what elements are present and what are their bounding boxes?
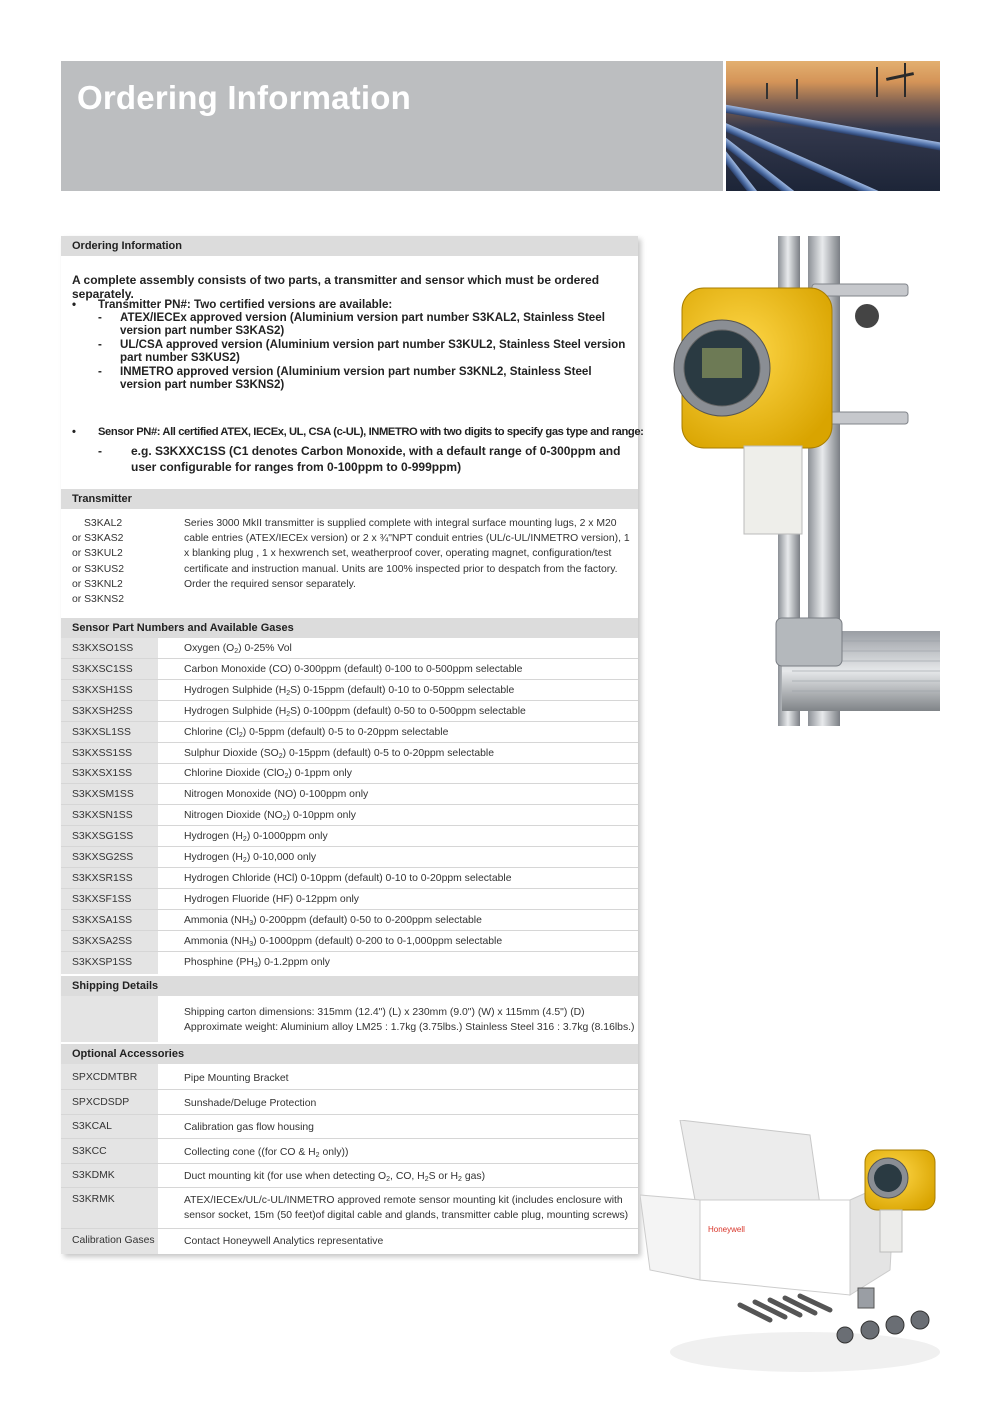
transmitter-part: or S3KNL2 (72, 578, 123, 590)
accessory-row: SPXCDMTBR Pipe Mounting Bracket (61, 1064, 638, 1090)
ordering-panel (61, 236, 644, 1254)
sensor-code: S3KXSH2SS (72, 705, 133, 717)
sensor-row (61, 722, 638, 743)
accessory-row: S3KCAL Calibration gas flow housing (61, 1115, 638, 1139)
sensor-gas-range: Phosphine $(PH_3)$ 0-1.2ppm only (184, 956, 330, 969)
detector-on-pipe-drawing (662, 236, 940, 726)
sensor-code: S3KXSX1SS (72, 768, 133, 780)
sensor-code: S3KXSC1SS (72, 663, 133, 675)
sensor-row (61, 784, 638, 805)
accessory-row: Calibration Gases Contact Honeywell Analytics representative (72, 1235, 384, 1247)
sensor-gas-range: Nitrogen Monoxide (NO) 0-100ppm only (184, 789, 369, 801)
sensor-gas-range: Sulphur Dioxide $(SO_2)$ 0-15ppm (default) 0-5 to 0-20ppm selectable (184, 747, 495, 760)
code-column-shade (61, 996, 158, 1042)
section-header-ordering: Ordering Information (61, 236, 638, 256)
sensor-code: S3KXSH1SS (72, 684, 133, 696)
boxed-kit-photo (640, 1120, 940, 1375)
section-header-transmitter: Transmitter (61, 489, 638, 509)
transmitter-part-list (72, 516, 124, 607)
sensor-row (61, 743, 638, 764)
transmitter-part: or S3KNS2 (72, 594, 124, 606)
sensor-gas-range: Ammonia $(NH_3)$ 0-200ppm (default) 0-50 to 0-200ppm selectable (184, 914, 482, 927)
sensor-gas-range: Hydrogen Chloride (HCl) 0-10ppm (default) 0-10 to 0-20ppm selectable (184, 872, 512, 884)
sensor-gas-range: Hydrogen Sulphide $(H_2S)$ 0-15ppm (default) 0-10 to 0-50ppm selectable (184, 684, 515, 697)
sensor-gas-range: Ammonia $(NH_3)$ 0-1000ppm (default) 0-200 to 0-1,000ppm selectable (184, 935, 503, 948)
sensor-gas-range: Carbon Monoxide (CO) 0-300ppm (default) 0-100 to 0-500ppm selectable (184, 663, 523, 675)
sensor-code: S3KXSG1SS (72, 831, 134, 843)
shipping-weight: Approximate weight: Aluminium alloy LM25 : 1.7kg (3.75lbs.) Stainless Steel 316 : 3.7kg (8.16lbs.) (184, 1022, 635, 1033)
bullet-marker: • (72, 298, 77, 311)
sensor-code: S3KXSS1SS (72, 747, 133, 759)
sensor-row (61, 659, 638, 680)
accessory-row: S3KDMK Duct mounting kit (for use when detecting $O_2$, CO, $H_2S$ or $H_2$ gas) (61, 1164, 638, 1188)
transmitter-part: or S3KAS2 (72, 533, 124, 545)
transmitter-option: - INMETRO approved version (Aluminium version part number S3KNL2, Stainless Steel version part number S3KNS2) (98, 365, 592, 391)
transmitter-option: - ATEX/IECEx approved version (Aluminium version part number S3KAL2, Stainless Steel version part number S3KAS2) (98, 311, 605, 337)
assembly-intro: A complete assembly consists of two parts, a transmitter and sensor which must be ordered separately. (72, 273, 600, 301)
transmitter-description: Series 3000 MkII transmitter is supplied complete with integral surface mounting lugs, 2 x M20 cable entries (ATEX/IECEx version) or 2 x ¾"NPT conduit entries (UL/c-UL/INMETRO version), 1 x blanking plug , 1 x hexwrench set, weatherproof cover, operating magnet, configuration/test certificate and instruction manual. Units are 100% inspected prior to despatch from the factory. Order the required sensor separately. (184, 518, 630, 590)
transmitter-part: S3KAL2 (84, 518, 123, 529)
sensor-code: S3KXSR1SS (72, 872, 133, 884)
honeywell-logo-text: Honeywell (708, 1225, 745, 1234)
sensor-gas-range: Hydrogen Sulphide $(H_2S)$ 0-100ppm (default) 0-50 to 0-500ppm selectable (184, 705, 526, 718)
sensor-gas-range: Hydrogen $(H_2)$ 0-10,000 only (184, 852, 317, 864)
sensor-code: S3KXSA2SS (72, 935, 133, 947)
sensor-gas-range: Chlorine Dioxide (ClO$_2$) 0-1ppm only (184, 768, 352, 781)
sensor-code: S3KXSO1SS (72, 643, 134, 654)
shipping-dimensions: Shipping carton dimensions: 315mm (12.4") (L) x 230mm (9.0") (W) x 115mm (4.5") (D) (184, 1007, 585, 1018)
sensor-gas-range: Oxygen $(O_2)$ 0-25% Vol (184, 643, 292, 655)
sensor-row (61, 763, 638, 784)
transmitter-option: - UL/CSA approved version (Aluminium version part number S3KUL2, Stainless Steel version part number S3KUS2) (98, 338, 626, 364)
sensor-row (61, 826, 638, 847)
sensor-code: S3KXSA1SS (72, 914, 133, 926)
section-header-accessories: Optional Accessories (61, 1044, 638, 1064)
section-header-sensors: Sensor Part Numbers and Available Gases (61, 618, 638, 638)
header-banner (61, 61, 723, 191)
detector-on-pipe-photo (662, 236, 940, 726)
sensor-code: S3KXSP1SS (72, 956, 133, 968)
sensor-row (61, 701, 638, 722)
transmitter-part: or S3KUS2 (72, 563, 124, 575)
sensor-row (61, 910, 638, 931)
sensor-gas-range: Hydrogen Fluoride (HF) 0-12ppm only (184, 893, 359, 905)
sensor-gas-range: Hydrogen $(H_2)$ 0-1000ppm only (184, 831, 328, 844)
sensor-code: S3KXSL1SS (72, 726, 131, 738)
page-title: Ordering Information (77, 79, 411, 116)
sensor-bullet: • Sensor PN#: All certified ATEX, IECEx, UL, CSA (c-UL), INMETRO with two digits to specify gas type and range: (72, 426, 644, 438)
sensor-row (61, 868, 638, 889)
pipeline-photo (726, 61, 940, 191)
section-header-shipping: Shipping Details (61, 976, 638, 996)
accessory-row: S3KRMK ATEX/IECEx/UL/c-UL/INMETRO approved remote sensor mounting kit (includes enclosure with sensor socket, 15m (50 feet)of digital cable and glands, transmitter cable plug, mounting screws) (61, 1188, 638, 1229)
sensor-code: S3KXSM1SS (72, 789, 134, 801)
sensor-row (61, 680, 638, 701)
sensor-row (61, 638, 638, 659)
sensor-code: S3KXSF1SS (72, 893, 132, 905)
sensor-gas-range: Nitrogen Dioxide $(NO_2)$ 0-10ppm only (184, 810, 356, 823)
shipping-details (184, 1005, 636, 1035)
sensor-row (61, 931, 638, 952)
sensor-row (61, 805, 638, 826)
sensor-gas-range: Chlorine $(Cl_2)$ 0-5ppm (default) 0-5 to 0-20ppm selectable (184, 726, 449, 739)
transmitter-bullet: • Transmitter PN#: Two certified versions are available: (72, 298, 393, 311)
sensor-row (61, 847, 638, 868)
sensor-example: - e.g. S3KXXC1SS (C1 denotes Carbon Monoxide, with a default range of 0-300ppm and user configurable for ranges from 0-100ppm to 0-999ppm) (98, 444, 621, 474)
sensor-code: S3KXSG2SS (72, 852, 134, 863)
accessory-row: SPXCDSDP Sunshade/Deluge Protection (61, 1090, 638, 1115)
sensor-row (61, 952, 638, 973)
transmitter-part: or S3KUL2 (72, 548, 123, 560)
sensor-row (61, 889, 638, 910)
accessory-row: S3KCC Collecting cone ((for CO & $H_2$ only)) (61, 1139, 638, 1164)
sensor-code: S3KXSN1SS (72, 810, 133, 822)
boxed-kit-drawing (640, 1120, 940, 1375)
